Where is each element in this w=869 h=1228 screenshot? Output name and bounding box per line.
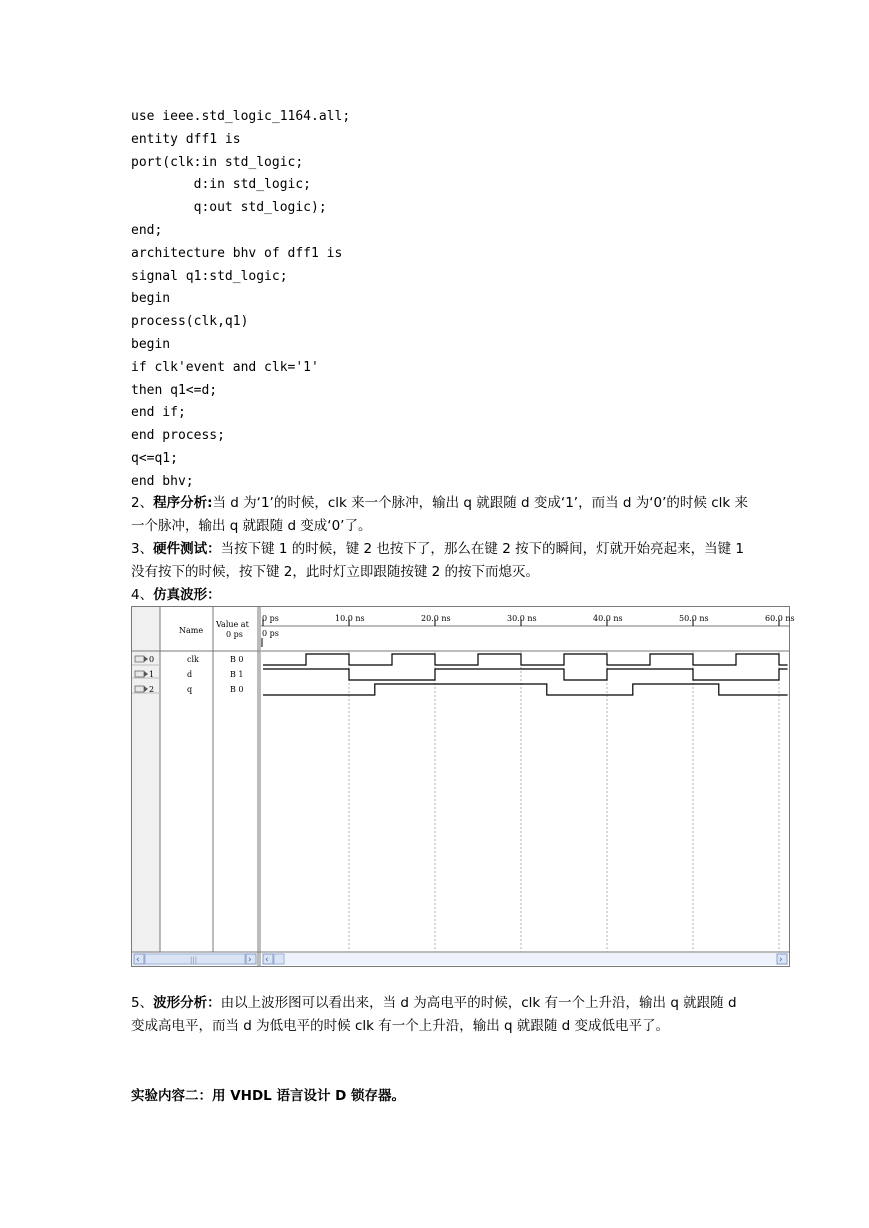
program-analysis-paragraph [131,492,751,538]
chevron-left-icon: ‹ [265,955,269,965]
value-column-header-time: 0 ps [226,630,243,639]
code-line: architecture bhv of dff1 is [131,245,343,261]
section-heading: 硬件测试： [153,541,221,557]
code-line: port(clk:in std_logic; [131,154,304,170]
code-line: use ieee.std_logic_1164.all; [131,109,351,124]
code-line: then q1<=d; [131,382,218,398]
section-text: 由以上波形图可以看出来，当 d 为高电平的时候，clk 有一个上升沿，输出 q 就跟随 d 变成高电平，而当 d 为低电平的时候 clk 有一个上升沿，输出 q 就跟随 d 变成低电平了。 [131,995,737,1034]
section-number: 4、 [131,587,154,603]
code-line: end if; [131,405,186,421]
signal-waveform-d [263,669,788,680]
signal-index: 1 [149,670,155,679]
time-tick-label: 60.0 ns [765,614,795,623]
section-heading: 波形分析： [153,995,221,1011]
signal-waveform-q [263,684,788,695]
code-line: process(clk,q1) [131,314,249,330]
chevron-right-icon: › [779,955,783,965]
signal-value: B 0 [230,685,244,694]
code-line: signal q1:std_logic; [131,268,288,284]
waveform-analysis-paragraph [131,992,751,1038]
signal-index: 0 [149,655,155,664]
chevron-left-icon: ‹ [136,955,140,965]
code-line: if clk'event and clk='1' [131,359,319,375]
signal-name[interactable]: clk [187,655,199,664]
code-line: q<=q1; [131,450,178,466]
chevron-right-icon: › [248,955,252,965]
signal-index: 2 [149,685,155,694]
time-tick-label: 30.0 ns [507,614,537,623]
time-tick-label: 40.0 ns [593,614,623,623]
grip-icon: ||| [190,956,198,964]
waveform-window [131,606,795,967]
section-text: 当 d 为‘1’的时候，clk 来一个脉冲，输出 q 就跟随 d 变成‘1’，而当 d 为‘0’的时候 clk 来一个脉冲，输出 q 就跟随 d 变成‘0’了。 [131,495,748,534]
code-line: begin [131,336,171,352]
section-number: 3、 [131,541,154,557]
time-tick-label: 20.0 ns [421,614,451,623]
section-heading: 仿真波形： [153,587,221,603]
experiment-two-heading: 实验内容二：用 VHDL 语言设计 D 锁存器。 [131,1088,406,1104]
code-line: begin [131,291,171,307]
section-number: 2、 [131,495,154,511]
code-line: end; [131,222,163,238]
signal-name[interactable]: q [187,685,193,694]
wave-scroll-thumb[interactable] [274,954,284,964]
section-number: 5、 [131,995,154,1011]
name-column-header: Name [179,626,204,635]
time-tick-label: 0 ps [262,614,279,623]
time-tick-label: 50.0 ns [679,614,709,623]
code-line: end bhv; [131,473,194,489]
signal-value: B 0 [230,655,244,664]
signal-name[interactable]: d [187,670,193,679]
code-line: end process; [131,428,225,444]
code-line: q:out std_logic); [131,200,327,216]
value-column-header: Value at [216,620,249,629]
section-heading: 程序分析: [153,495,213,511]
signal-waveform-clk [263,654,788,665]
vhdl-code [131,106,350,494]
code-line: entity dff1 is [131,131,241,147]
signal-value: B 1 [230,670,244,679]
simulation-heading [131,584,751,607]
cursor-time-label: 0 ps [262,629,279,638]
code-line: d:in std_logic; [131,177,312,193]
time-tick-label: 10.0 ns [335,614,365,623]
section-text: 当按下键 1 的时候，键 2 也按下了，那么在键 2 按下的瞬间，灯就开始亮起来，当键 1 没有按下的时候，按下键 2，此时灯立即跟随按键 2 的按下而熄灭。 [131,541,744,580]
hardware-test-paragraph [131,538,751,584]
